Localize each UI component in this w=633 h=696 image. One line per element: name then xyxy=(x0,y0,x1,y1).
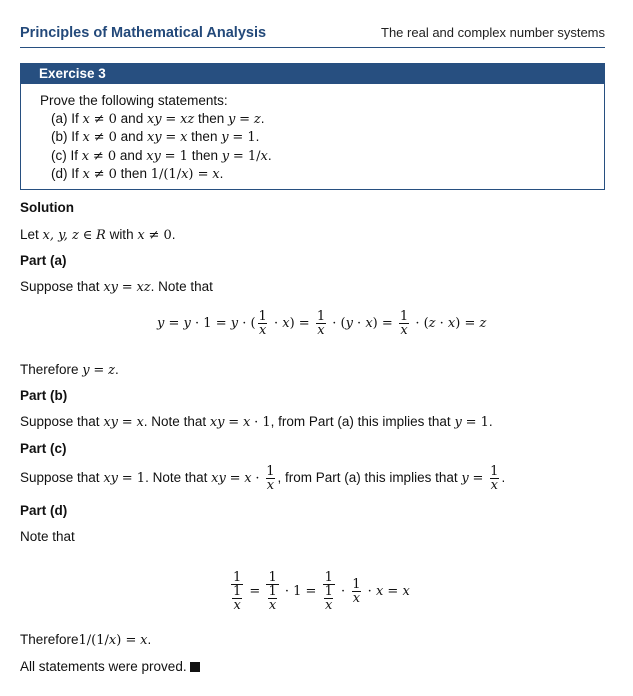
exercise-item-a: (a) If x ≠ 0 and xy = xz then y = z. xyxy=(51,110,265,127)
part-c-text: Suppose that xy = 1. Note that xy = x · $\frac{1}{x}$ , from Part (a) this implies that y = $\frac{1}{x}$ . xyxy=(20,463,506,493)
exercise-item-d: (d) If x ≠ 0 then 1/(1/x) = x. xyxy=(51,166,224,182)
part-b-text: Suppose that xy = x. Note that xy = x · 1, from Part (a) this implies that y = 1. xyxy=(20,414,493,430)
page-header xyxy=(20,18,605,48)
exercise-label: Exercise 3 xyxy=(21,64,604,84)
closing-line: All statements were proved. xyxy=(20,658,200,676)
part-d-heading: Part (d) xyxy=(20,503,68,518)
exercise-box xyxy=(20,63,605,190)
part-d-text: Note that xyxy=(20,529,75,544)
part-d-conclusion: Therefore1/(1/x) = x. xyxy=(20,632,152,648)
part-a-heading: Part (a) xyxy=(20,253,67,268)
part-d-equation: $\frac{1}{\frac{1}{x}}$ = $\frac{1}{\frac{1}{x}}$ · 1 = $\frac{1}{\frac{1}{x}}$ · $\frac{1}{x}$ · x = x xyxy=(233,569,410,613)
part-a-conclusion: Therefore y = z. xyxy=(20,362,119,378)
chapter-title: The real and complex number systems xyxy=(381,25,605,40)
part-c-heading: Part (c) xyxy=(20,441,67,456)
exercise-item-b: (b) If x ≠ 0 and xy = x then y = 1. xyxy=(51,129,260,145)
book-title: Principles of Mathematical Analysis xyxy=(20,24,267,41)
part-a-equation: y = y · 1 = y · ( $\frac{1}{x}$ · x ) = $\frac{1}{x}$ · ( y · x ) = $\frac{1}{x}$ · ( z · x ) = z xyxy=(157,308,487,338)
exercise-item-c: (c) If x ≠ 0 and xy = 1 then y = 1/x. xyxy=(51,147,272,164)
exercise-items xyxy=(40,110,604,184)
part-a-text: Suppose that xy = xz. Note that xyxy=(20,279,213,295)
qed-square-icon xyxy=(190,662,200,672)
exercise-intro: Prove the following statements: xyxy=(40,93,228,108)
part-b-heading: Part (b) xyxy=(20,388,68,403)
solution-heading: Solution xyxy=(20,200,74,215)
solution-let: Let x, y, z ∈ R with x ≠ 0. xyxy=(20,227,176,243)
